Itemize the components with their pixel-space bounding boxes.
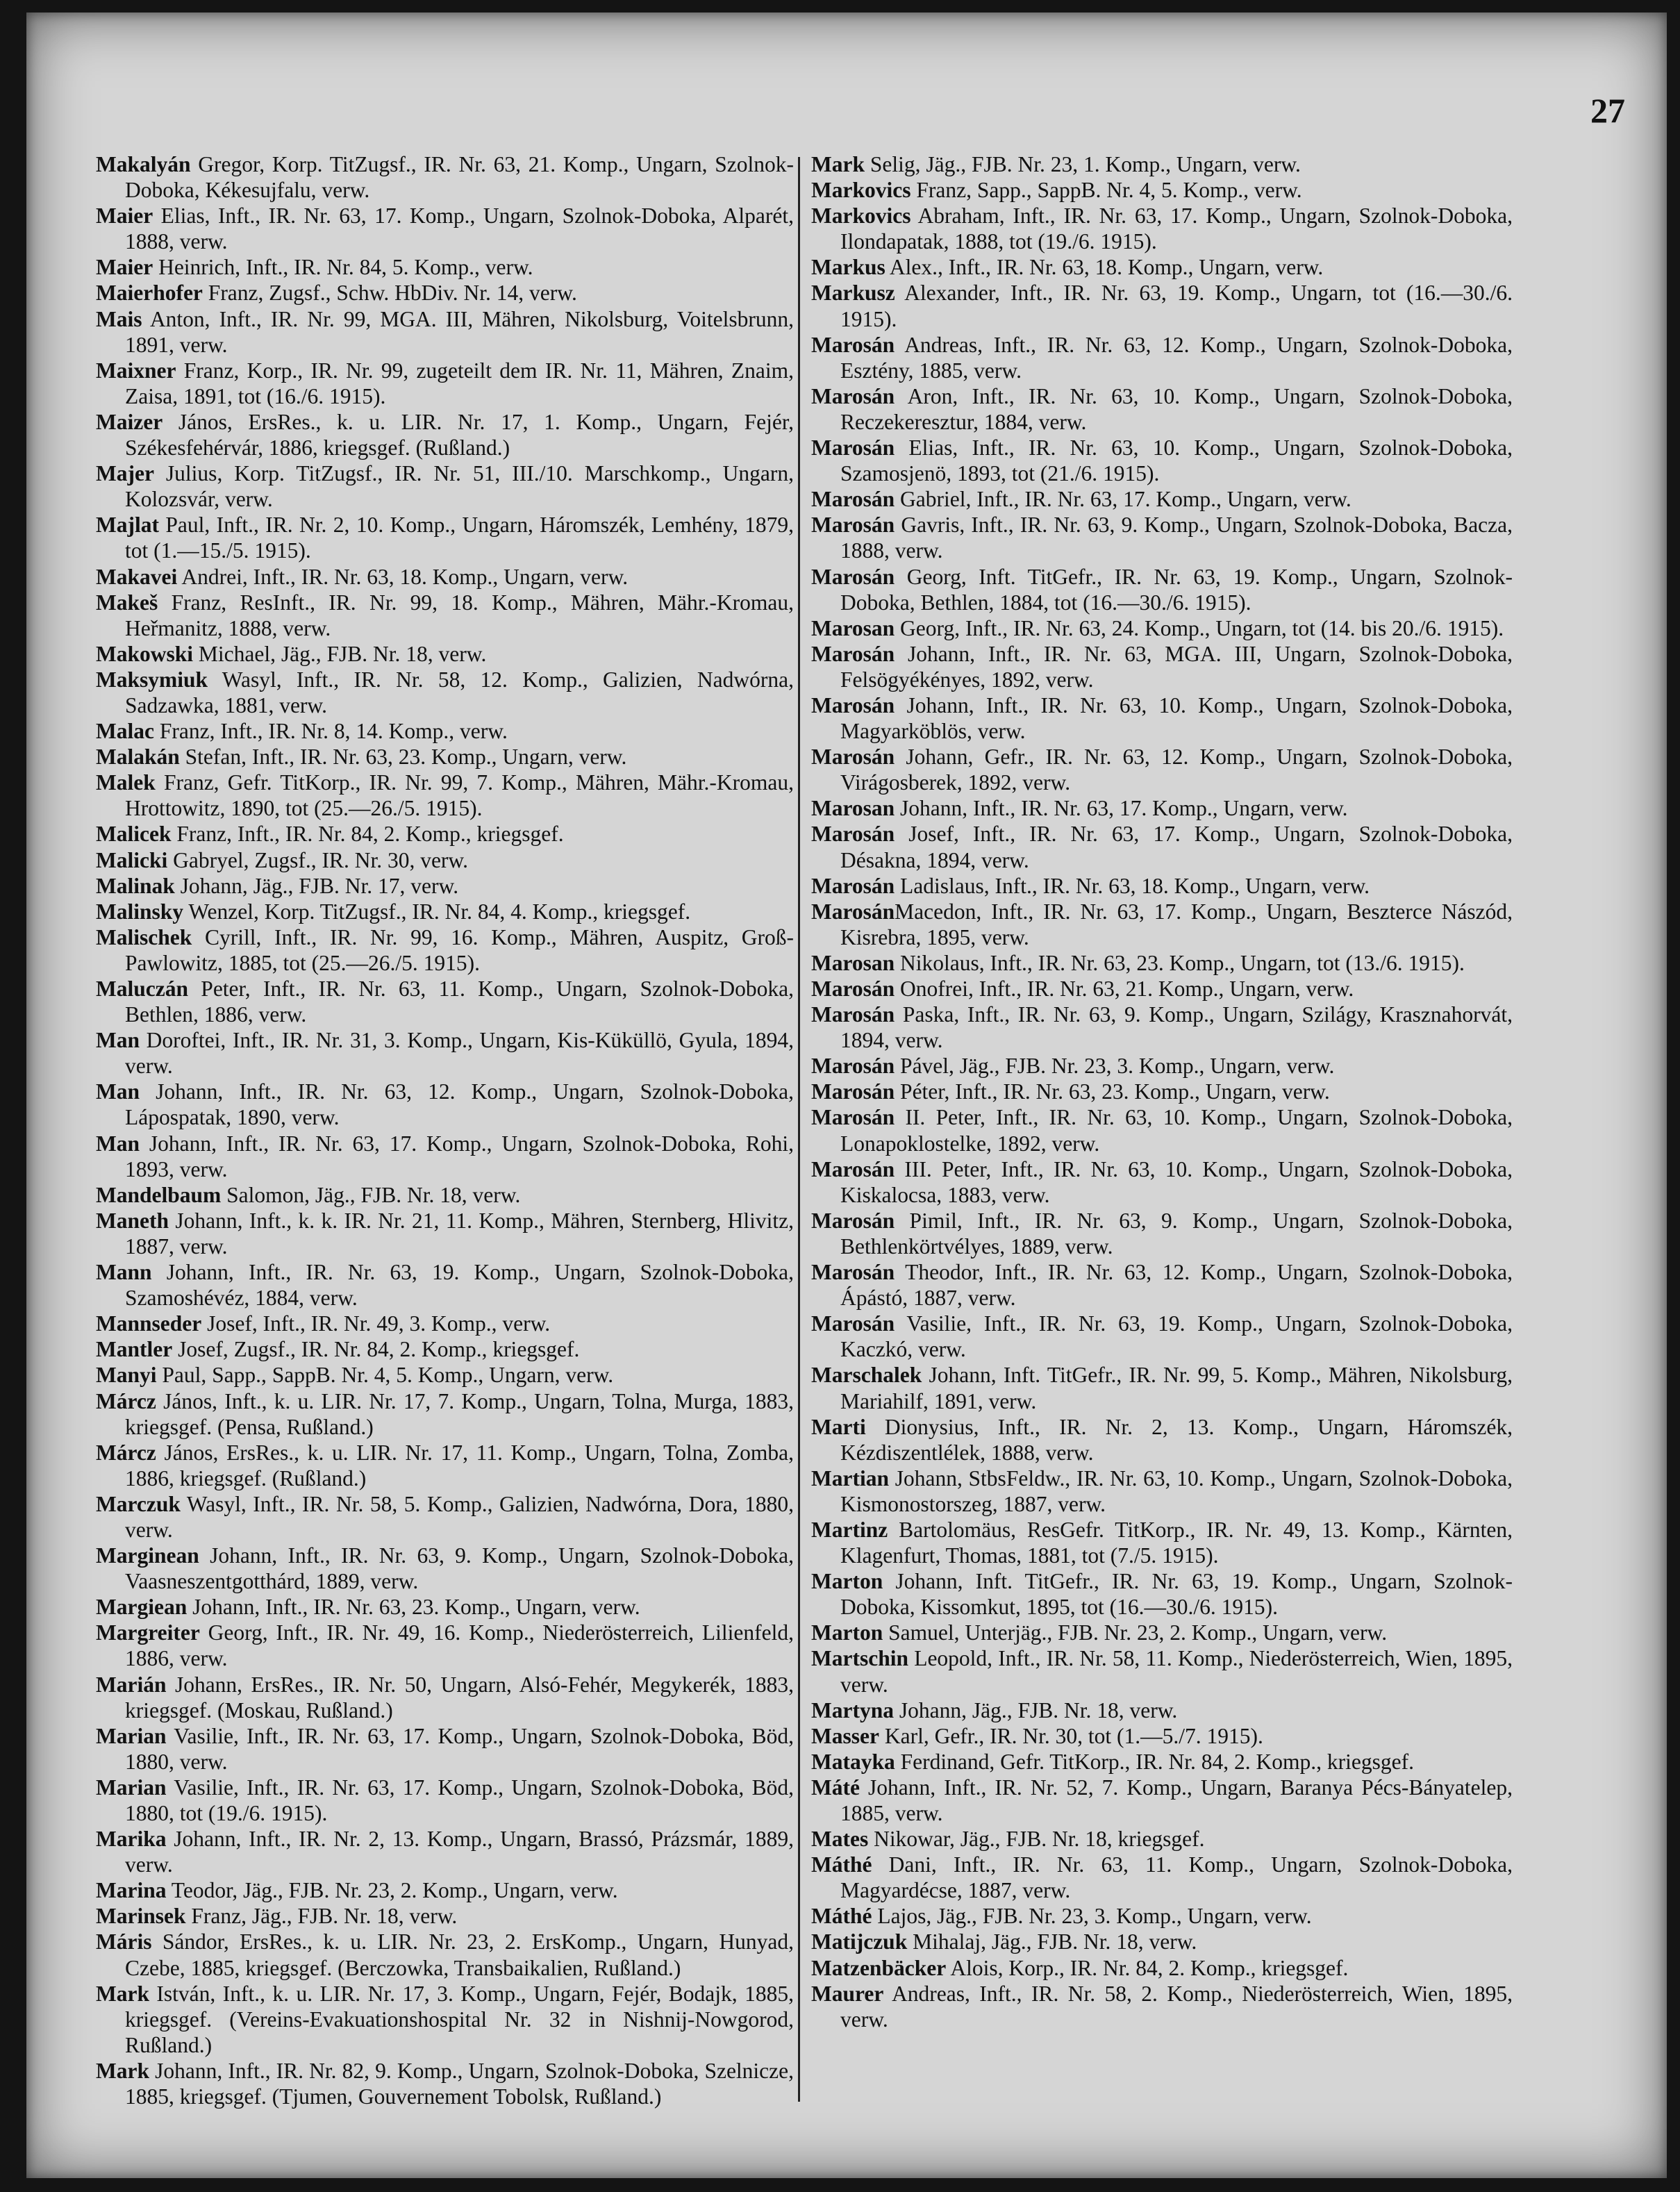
entry-details: Johann, Inft., IR. Nr. 63, MGA. III, Ungarn, Szolnok-Doboka, Felsögyékényes, 1892, verw.: [840, 641, 1513, 692]
register-entry: [96, 976, 794, 1027]
entry-surname: Maluczán: [96, 977, 188, 1001]
register-entry: [96, 409, 794, 460]
entry-details: Georg, Inft. TitGefr., IR. Nr. 63, 19. Komp., Ungarn, Szolnok-Doboka, Bethlen, 1884, tot (16.—30./6. 1915).: [840, 564, 1513, 615]
entry-surname: Marton: [811, 1569, 883, 1594]
entry-details: Johann, Inft., IR. Nr. 63, 19. Komp., Ungarn, Szolnok-Doboka, Szamoshévéz, 1884, verw.: [125, 1260, 794, 1311]
right-column: [811, 151, 1513, 2032]
entry-surname: Matzenbäcker: [811, 1955, 947, 1980]
entry-surname: Marosán: [811, 1079, 895, 1104]
entry-details: János, Inft., k. u. LIR. Nr. 17, 7. Komp., Ungarn, Tolna, Murga, 1883, kriegsgef. (Pensa, Rußland.): [125, 1388, 794, 1439]
entry-details: II. Peter, Inft., IR. Nr. 63, 10. Komp., Ungarn, Szolnok-Doboka, Lonapoklostelke, 1892, verw.: [840, 1105, 1513, 1156]
entry-surname: Marczuk: [96, 1491, 181, 1516]
entry-surname: Marosán: [811, 873, 895, 898]
entry-surname: Man: [96, 1131, 140, 1156]
register-entry: [811, 280, 1513, 331]
entry-details: Franz, ResInft., IR. Nr. 99, 18. Komp., Mähren, Mähr.-Kromau, Heřmanitz, 1888, verw.: [125, 590, 794, 640]
entry-surname: Makalyán: [96, 152, 191, 176]
register-entry: [96, 1543, 794, 1594]
entry-details: Wasyl, Inft., IR. Nr. 58, 5. Komp., Galizien, Nadwórna, Dora, 1880, verw.: [125, 1491, 794, 1542]
entry-surname: Malek: [96, 770, 156, 795]
entry-surname: Marosán: [811, 435, 895, 460]
entry-surname: Mark: [96, 1981, 149, 2006]
register-entry: [811, 976, 1513, 1002]
entry-surname: Makeš: [96, 590, 158, 615]
register-entry: [96, 1981, 794, 2058]
entry-details: Macedon, Inft., IR. Nr. 63, 17. Komp., Ungarn, Beszterce Nászód, Kisrebra, 1895, verw.: [840, 899, 1513, 949]
entry-surname: Majer: [96, 461, 154, 486]
register-entry: [811, 950, 1513, 976]
left-column: [96, 151, 794, 2109]
entry-surname: Marinsek: [96, 1904, 186, 1929]
register-entry: [811, 1903, 1513, 1929]
entry-surname: Marian: [96, 1775, 167, 1800]
register-entry: [811, 1620, 1513, 1645]
entry-surname: Marosán: [811, 1054, 895, 1079]
register-entry: [96, 873, 794, 899]
register-entry: [811, 821, 1513, 872]
entry-details: Franz, Sapp., SappB. Nr. 4, 5. Komp., verw.: [910, 178, 1302, 203]
register-entry: [811, 1955, 1513, 1981]
entry-details: János, ErsRes., k. u. LIR. Nr. 17, 1. Komp., Ungarn, Fejér, Székesfehérvár, 1886, kriegsgef. (Rußland.): [125, 409, 794, 460]
entry-details: Johann, StbsFeldw., IR. Nr. 63, 10. Komp., Ungarn, Szolnok-Doboka, Kismonostorszeg, 1887, verw.: [840, 1466, 1513, 1516]
entry-details: Gavris, Inft., IR. Nr. 63, 9. Komp., Ungarn, Szolnok-Doboka, Bacza, 1888, verw.: [840, 513, 1513, 563]
entry-surname: Margiean: [96, 1595, 188, 1620]
entry-details: Georg, Inft., IR. Nr. 63, 24. Komp., Ungarn, tot (14. bis 20./6. 1915).: [895, 615, 1504, 640]
entry-details: Johann, Inft. TitGefr., IR. Nr. 63, 19. Komp., Ungarn, Szolnok-Doboka, Kissomkut, 1895, tot (16.—30./6. 1915).: [840, 1569, 1513, 1620]
entry-surname: Marosán: [811, 1156, 895, 1181]
entry-surname: Marosán: [811, 745, 895, 770]
register-entry: [96, 1672, 794, 1723]
entry-details: Franz, Zugsf., Schw. HbDiv. Nr. 14, verw.: [202, 281, 577, 306]
entry-surname: Marosán: [811, 822, 895, 847]
register-entry: [811, 1775, 1513, 1826]
entry-details: Cyrill, Inft., IR. Nr. 99, 16. Komp., Mähren, Auspitz, Groß-Pawlowitz, 1885, tot (25.—26./5. 1915).: [125, 924, 794, 975]
entry-details: Mihalaj, Jäg., FJB. Nr. 18, verw.: [907, 1929, 1197, 1954]
entry-details: Andreas, Inft., IR. Nr. 58, 2. Komp., Niederösterreich, Wien, 1895, verw.: [840, 1981, 1513, 2032]
register-entry: [811, 177, 1513, 203]
register-entry: [811, 795, 1513, 821]
entry-surname: Maksymiuk: [96, 667, 208, 692]
entry-details: Gabryel, Zugsf., IR. Nr. 30, verw.: [167, 847, 468, 872]
entry-details: Theodor, Inft., IR. Nr. 63, 12. Komp., Ungarn, Szolnok-Doboka, Ápástó, 1887, verw.: [840, 1260, 1513, 1311]
entry-details: Karl, Gefr., IR. Nr. 30, tot (1.—5./7. 1915).: [879, 1723, 1263, 1748]
register-entry: [811, 1208, 1513, 1259]
entry-details: Franz, Inft., IR. Nr. 8, 14. Komp., verw.: [153, 719, 508, 744]
entry-details: Gabriel, Inft., IR. Nr. 63, 17. Komp., Ungarn, verw.: [895, 487, 1352, 512]
register-entry: [811, 1414, 1513, 1466]
entry-surname: Maurer: [811, 1981, 884, 2006]
register-entry: [96, 1723, 794, 1775]
entry-details: Franz, Gefr. TitKorp., IR. Nr. 99, 7. Komp., Mähren, Mähr.-Kromau, Hrottowitz, 1890, tot (25.—26./5. 1915).: [125, 770, 794, 821]
entry-details: Michael, Jäg., FJB. Nr. 18, verw.: [193, 641, 487, 666]
register-entry: [811, 512, 1513, 563]
entry-details: Johann, Inft., IR. Nr. 52, 7. Komp., Ungarn, Baranya Pécs-Bányatelep, 1885, verw.: [840, 1775, 1513, 1825]
entry-details: Selig, Jäg., FJB. Nr. 23, 1. Komp., Ungarn, verw.: [864, 152, 1301, 176]
register-entry: [96, 460, 794, 512]
entry-details: Johann, Inft., IR. Nr. 63, 23. Komp., Ungarn, verw.: [187, 1595, 640, 1620]
entry-details: Bartolomäus, ResGefr. TitKorp., IR. Nr. 49, 13. Komp., Kärnten, Klagenfurt, Thomas, 1881, tot (7./5. 1915).: [840, 1517, 1513, 1568]
entry-surname: Malinsky: [96, 899, 184, 924]
entry-surname: Markus: [811, 255, 885, 280]
entry-details: Josef, Inft., IR. Nr. 63, 17. Komp., Ungarn, Szolnok-Doboka, Désakna, 1894, verw.: [840, 822, 1513, 872]
entry-details: Alois, Korp., IR. Nr. 84, 2. Komp., kriegsgef.: [946, 1955, 1349, 1980]
column-divider: [798, 157, 800, 2102]
entry-details: Dionysius, Inft., IR. Nr. 2, 13. Komp., Ungarn, Háromszék, Kézdiszentlélek, 1888, verw.: [840, 1414, 1513, 1465]
register-entry: [96, 564, 794, 590]
entry-surname: Mann: [96, 1260, 152, 1285]
entry-details: Sándor, ErsRes., k. u. LIR. Nr. 23, 2. ErsKomp., Ungarn, Hunyad, Czebe, 1885, kriegsgef. (Berczowka, Transbaikalien, Rußland.): [125, 1929, 794, 1980]
entry-surname: Malicki: [96, 847, 168, 872]
entry-details: Josef, Zugsf., IR. Nr. 84, 2. Komp., kriegsgef.: [172, 1337, 580, 1362]
entry-surname: Man: [96, 1079, 140, 1104]
entry-surname: Marschalek: [811, 1363, 922, 1388]
entry-surname: Martinz: [811, 1517, 888, 1542]
entry-details: Johann, Jäg., FJB. Nr. 18, verw.: [893, 1697, 1178, 1722]
register-entry: [811, 435, 1513, 486]
entry-details: Julius, Korp. TitZugsf., IR. Nr. 51, III./10. Marschkomp., Ungarn, Kolozsvár, verw.: [125, 461, 794, 512]
register-entry: [811, 1697, 1513, 1723]
register-entry: [96, 667, 794, 718]
entry-surname: Marosan: [811, 950, 895, 975]
entry-surname: Marosán: [811, 1260, 895, 1285]
register-entry: [96, 1027, 794, 1079]
register-entry: [96, 1491, 794, 1543]
entry-details: Georg, Inft., IR. Nr. 49, 16. Komp., Niederösterreich, Lilienfeld, 1886, verw.: [125, 1620, 794, 1671]
entry-surname: Makavei: [96, 564, 178, 589]
entry-surname: Marosán: [811, 383, 895, 408]
entry-details: Pável, Jäg., FJB. Nr. 23, 3. Komp., Ungarn, verw.: [895, 1054, 1335, 1079]
entry-surname: Marosán: [811, 1311, 895, 1336]
entry-surname: Majlat: [96, 513, 159, 538]
entry-surname: Martian: [811, 1466, 889, 1491]
register-entry: [96, 821, 794, 847]
entry-details: Johann, Inft., IR. Nr. 63, 10. Komp., Ungarn, Szolnok-Doboka, Magyarköblös, verw.: [840, 692, 1513, 744]
entry-surname: Malinak: [96, 873, 175, 898]
entry-details: Andreas, Inft., IR. Nr. 63, 12. Komp., Ungarn, Szolnok-Doboka, Esztény, 1885, verw.: [840, 332, 1513, 383]
entry-details: Franz, Jäg., FJB. Nr. 18, verw.: [185, 1904, 458, 1929]
entry-surname: Márcz: [96, 1440, 156, 1465]
document-page: [26, 13, 1667, 2178]
register-entry: [96, 924, 794, 976]
entry-surname: Malakán: [96, 745, 180, 770]
register-entry: [811, 1079, 1513, 1104]
register-entry: [811, 1929, 1513, 1954]
entry-details: Heinrich, Inft., IR. Nr. 84, 5. Komp., verw.: [153, 255, 533, 280]
entry-details: Ladislaus, Inft., IR. Nr. 63, 18. Komp., Ungarn, verw.: [895, 873, 1370, 898]
register-entry: [811, 692, 1513, 744]
entry-surname: Marosán: [811, 513, 895, 538]
entry-details: Peter, Inft., IR. Nr. 63, 11. Komp., Ungarn, Szolnok-Doboka, Bethlen, 1886, verw.: [125, 977, 794, 1027]
register-entry: [811, 1156, 1513, 1208]
register-entry: [811, 1645, 1513, 1697]
register-entry: [96, 718, 794, 744]
entry-surname: Marosán: [811, 1105, 895, 1130]
entry-details: Johann, Jäg., FJB. Nr. 17, verw.: [174, 873, 459, 898]
entry-surname: Maixner: [96, 358, 176, 383]
register-entry: [96, 1208, 794, 1259]
register-entry: [96, 744, 794, 770]
entry-surname: Marosán: [811, 564, 895, 589]
entry-details: Johann, Gefr., IR. Nr. 63, 12. Komp., Ungarn, Szolnok-Doboka, Virágosberek, 1892, verw.: [840, 745, 1513, 795]
entry-surname: Martyna: [811, 1697, 894, 1722]
register-entry: [811, 1852, 1513, 1903]
entry-details: Pimil, Inft., IR. Nr. 63, 9. Komp., Ungarn, Szolnok-Doboka, Bethlenkörtvélyes, 1889, verw.: [840, 1208, 1513, 1259]
register-entry: [96, 1826, 794, 1877]
entry-surname: Marosán: [811, 1002, 895, 1027]
entry-surname: Maier: [96, 204, 153, 229]
entry-details: Johann, Inft., k. k. IR. Nr. 21, 11. Komp., Mähren, Sternberg, Hlivitz, 1887, verw.: [125, 1208, 794, 1259]
entry-details: Samuel, Unterjäg., FJB. Nr. 23, 2. Komp., Ungarn, verw.: [883, 1620, 1388, 1645]
register-entry: [96, 1594, 794, 1620]
entry-details: Teodor, Jäg., FJB. Nr. 23, 2. Komp., Ungarn, verw.: [166, 1878, 618, 1903]
entry-surname: Marosán: [811, 487, 895, 512]
entry-details: Vasilie, Inft., IR. Nr. 63, 17. Komp., Ungarn, Szolnok-Doboka, Böd, 1880, tot (19./6. 1915).: [125, 1775, 794, 1825]
entry-details: István, Inft., k. u. LIR. Nr. 17, 3. Komp., Ungarn, Fejér, Bodajk, 1885, kriegsgef. (Vereins-Evakuationshospital Nr. 32 in Nishnij-Nowgorod, Rußland.): [125, 1981, 794, 2057]
entry-details: Franz, Korp., IR. Nr. 99, zugeteilt dem IR. Nr. 11, Mähren, Znaim, Zaisa, 1891, tot (16./6. 1915).: [125, 358, 794, 408]
entry-surname: Masser: [811, 1723, 879, 1748]
entry-surname: Marton: [811, 1620, 883, 1645]
entry-surname: Malac: [96, 719, 154, 744]
entry-details: Johann, Inft., IR. Nr. 63, 17. Komp., Ungarn, verw.: [895, 796, 1348, 821]
entry-surname: Mark: [96, 2058, 149, 2083]
register-entry: [811, 1517, 1513, 1568]
register-entry: [96, 1311, 794, 1336]
register-entry: [811, 1466, 1513, 1517]
entry-details: Elias, Inft., IR. Nr. 63, 10. Komp., Ungarn, Szolnok-Doboka, Szamosjenö, 1893, tot (21./6. 1915).: [840, 435, 1513, 486]
register-entry: [96, 203, 794, 254]
entry-details: Johann, Inft., IR. Nr. 63, 9. Komp., Ungarn, Szolnok-Doboka, Vaasneszentgotthárd, 1889, verw.: [125, 1543, 794, 1594]
entry-details: Salomon, Jäg., FJB. Nr. 18, verw.: [221, 1182, 521, 1207]
entry-surname: Matijczuk: [811, 1929, 908, 1954]
entry-details: Franz, Inft., IR. Nr. 84, 2. Komp., kriegsgef.: [171, 822, 564, 847]
entry-details: Johann, Inft., IR. Nr. 2, 13. Komp., Ungarn, Brassó, Prázsmár, 1889, verw.: [125, 1827, 794, 1877]
register-entry: [96, 1775, 794, 1826]
register-entry: [811, 1826, 1513, 1852]
entry-surname: Maizer: [96, 409, 163, 434]
entry-details: Paul, Sapp., SappB. Nr. 4, 5. Komp., Ungarn, verw.: [156, 1363, 614, 1388]
register-entry: [811, 203, 1513, 254]
register-entry: [811, 1723, 1513, 1749]
entry-surname: Marosán: [811, 641, 895, 666]
register-entry: [96, 512, 794, 563]
register-entry: [811, 1104, 1513, 1156]
entry-details: Gregor, Korp. TitZugsf., IR. Nr. 63, 21. Komp., Ungarn, Szolnok-Doboka, Kékesujfalu, verw.: [125, 152, 794, 203]
entry-details: Anton, Inft., IR. Nr. 99, MGA. III, Mähren, Nikolsburg, Voitelsbrunn, 1891, verw.: [125, 306, 794, 357]
entry-surname: Máthé: [811, 1904, 872, 1929]
register-entry: [96, 1929, 794, 1980]
entry-surname: Marosán: [811, 899, 895, 924]
entry-details: Aron, Inft., IR. Nr. 63, 10. Komp., Ungarn, Szolnok-Doboka, Reczekeresztur, 1884, verw.: [840, 383, 1513, 434]
entry-details: Paul, Inft., IR. Nr. 2, 10. Komp., Ungarn, Háromszék, Lemhény, 1879, tot (1.—15./5. 1915).: [125, 513, 794, 563]
entry-surname: Malischek: [96, 924, 192, 949]
register-entry: [96, 899, 794, 924]
register-entry: [811, 151, 1513, 177]
entry-details: Alex., Inft., IR. Nr. 63, 18. Komp., Ungarn, verw.: [885, 255, 1324, 280]
entry-surname: Maierhofer: [96, 281, 203, 306]
register-entry: [811, 1362, 1513, 1413]
register-entry: [96, 2058, 794, 2109]
register-entry: [811, 1002, 1513, 1053]
register-entry: [96, 770, 794, 821]
register-entry: [811, 383, 1513, 435]
entry-details: Nikowar, Jäg., FJB. Nr. 18, kriegsgef.: [868, 1827, 1205, 1852]
register-entry: [96, 1259, 794, 1311]
entry-details: Leopold, Inft., IR. Nr. 58, 11. Komp., Niederösterreich, Wien, 1895, verw.: [840, 1646, 1513, 1697]
entry-details: Johann, Inft., IR. Nr. 63, 12. Komp., Ungarn, Szolnok-Doboka, Lápospatak, 1890, verw.: [125, 1079, 794, 1130]
entry-surname: Marián: [96, 1672, 167, 1697]
register-entry: [96, 280, 794, 306]
entry-surname: Man: [96, 1028, 140, 1053]
register-entry: [811, 1259, 1513, 1311]
register-entry: [811, 899, 1513, 950]
entry-details: Johann, Inft. TitGefr., IR. Nr. 99, 5. Komp., Mähren, Nikolsburg, Mariahilf, 1891, verw.: [840, 1363, 1513, 1413]
entry-details: Péter, Inft., IR. Nr. 63, 23. Komp., Ungarn, verw.: [895, 1079, 1330, 1104]
entry-surname: Mannseder: [96, 1311, 202, 1336]
register-entry: [96, 151, 794, 203]
entry-details: Johann, Inft., IR. Nr. 63, 17. Komp., Ungarn, Szolnok-Doboka, Rohi, 1893, verw.: [125, 1131, 794, 1181]
entry-surname: Marosan: [811, 796, 895, 821]
entry-surname: Martschin: [811, 1646, 908, 1671]
register-entry: [96, 1362, 794, 1388]
entry-surname: Margreiter: [96, 1620, 200, 1645]
entry-details: Stefan, Inft., IR. Nr. 63, 23. Komp., Ungarn, verw.: [179, 745, 627, 770]
entry-surname: Marosán: [811, 692, 895, 717]
entry-surname: Mantler: [96, 1337, 173, 1362]
entry-surname: Máthé: [811, 1852, 872, 1877]
register-entry: [811, 873, 1513, 899]
register-entry: [811, 1749, 1513, 1775]
entry-details: Josef, Inft., IR. Nr. 49, 3. Komp., verw.: [201, 1311, 551, 1336]
register-entry: [811, 1311, 1513, 1362]
entry-details: Johann, Inft., IR. Nr. 82, 9. Komp., Ungarn, Szolnok-Doboka, Szelnicze, 1885, kriegsgef. (Tjumen, Gouvernement Tobolsk, Rußland.): [125, 2058, 794, 2109]
entry-surname: Maier: [96, 255, 153, 280]
register-entry: [811, 641, 1513, 692]
register-entry: [96, 641, 794, 667]
entry-details: Lajos, Jäg., FJB. Nr. 23, 3. Komp., Ungarn, verw.: [872, 1904, 1312, 1929]
entry-surname: Marti: [811, 1414, 866, 1439]
entry-surname: Mark: [811, 152, 865, 176]
entry-details: Elias, Inft., IR. Nr. 63, 17. Komp., Ungarn, Szolnok-Doboka, Alparét, 1888, verw.: [125, 204, 794, 254]
entry-details: Wenzel, Korp. TitZugsf., IR. Nr. 84, 4. Komp., kriegsgef.: [183, 899, 691, 924]
entry-surname: Mais: [96, 306, 142, 331]
entry-details: III. Peter, Inft., IR. Nr. 63, 10. Komp., Ungarn, Szolnok-Doboka, Kiskalocsa, 1883, verw.: [840, 1156, 1513, 1207]
entry-surname: Markovics: [811, 204, 911, 229]
entry-details: Vasilie, Inft., IR. Nr. 63, 17. Komp., Ungarn, Szolnok-Doboka, Böd, 1880, verw.: [125, 1723, 794, 1774]
register-entry: [811, 1568, 1513, 1620]
entry-surname: Mates: [811, 1827, 869, 1852]
page-number: 27: [1590, 91, 1625, 130]
register-entry: [96, 1877, 794, 1903]
register-entry: [811, 1981, 1513, 2032]
entry-surname: Maneth: [96, 1208, 169, 1233]
entry-surname: Marosán: [811, 1208, 895, 1233]
register-entry: [811, 615, 1513, 641]
register-entry: [96, 1903, 794, 1929]
entry-surname: Marina: [96, 1878, 167, 1903]
entry-details: Alexander, Inft., IR. Nr. 63, 19. Komp., Ungarn, tot (16.—30./6. 1915).: [840, 281, 1513, 331]
entry-surname: Marian: [96, 1723, 167, 1748]
entry-details: János, ErsRes., k. u. LIR. Nr. 17, 11. Komp., Ungarn, Tolna, Zomba, 1886, kriegsgef. (Rußland.): [125, 1440, 794, 1491]
register-entry: [96, 306, 794, 358]
entry-details: Vasilie, Inft., IR. Nr. 63, 19. Komp., Ungarn, Szolnok-Doboka, Kaczkó, verw.: [840, 1311, 1513, 1362]
register-entry: [811, 254, 1513, 280]
register-entry: [811, 744, 1513, 795]
entry-details: Doroftei, Inft., IR. Nr. 31, 3. Komp., Ungarn, Kis-Küküllö, Gyula, 1894, verw.: [125, 1028, 794, 1079]
register-entry: [96, 1388, 794, 1440]
register-entry: [811, 486, 1513, 512]
entry-surname: Marosán: [811, 977, 895, 1001]
entry-details: Paska, Inft., IR. Nr. 63, 9. Komp., Ungarn, Szilágy, Krasznahorvát, 1894, verw.: [840, 1002, 1513, 1053]
register-entry: [811, 1053, 1513, 1079]
entry-details: Andrei, Inft., IR. Nr. 63, 18. Komp., Ungarn, verw.: [177, 564, 629, 589]
entry-surname: Makowski: [96, 641, 194, 666]
register-entry: [96, 358, 794, 409]
entry-details: Onofrei, Inft., IR. Nr. 63, 21. Komp., Ungarn, verw.: [895, 977, 1354, 1001]
entry-details: Ferdinand, Gefr. TitKorp., IR. Nr. 84, 2. Komp., kriegsgef.: [895, 1749, 1414, 1774]
entry-surname: Marosan: [811, 615, 895, 640]
register-entry: [96, 1079, 794, 1130]
register-entry: [96, 1440, 794, 1491]
entry-surname: Máté: [811, 1775, 860, 1800]
entry-details: Nikolaus, Inft., IR. Nr. 63, 23. Komp., Ungarn, tot (13./6. 1915).: [895, 950, 1465, 975]
entry-surname: Matayka: [811, 1749, 895, 1774]
entry-surname: Máris: [96, 1929, 152, 1954]
entry-surname: Márcz: [96, 1388, 156, 1413]
entry-surname: Marosán: [811, 332, 895, 357]
register-entry: [96, 1131, 794, 1182]
entry-surname: Marika: [96, 1827, 167, 1852]
register-entry: [811, 332, 1513, 383]
entry-surname: Markovics: [811, 178, 911, 203]
entry-surname: Marginean: [96, 1543, 199, 1568]
entry-details: Wasyl, Inft., IR. Nr. 58, 12. Komp., Galizien, Nadwórna, Sadzawka, 1881, verw.: [125, 667, 794, 717]
register-entry: [96, 1336, 794, 1362]
entry-details: Dani, Inft., IR. Nr. 63, 11. Komp., Ungarn, Szolnok-Doboka, Magyardécse, 1887, verw.: [840, 1852, 1513, 1903]
entry-surname: Manyi: [96, 1363, 157, 1388]
register-entry: [811, 564, 1513, 615]
register-entry: [96, 847, 794, 873]
register-entry: [96, 1620, 794, 1671]
entry-details: Abraham, Inft., IR. Nr. 63, 17. Komp., Ungarn, Szolnok-Doboka, Ilondapatak, 1888, tot (19./6. 1915).: [840, 204, 1513, 254]
entry-details: Johann, ErsRes., IR. Nr. 50, Ungarn, Alsó-Fehér, Megykerék, 1883, kriegsgef. (Moskau, Rußland.): [125, 1672, 794, 1722]
register-entry: [96, 590, 794, 641]
register-entry: [96, 1182, 794, 1208]
register-entry: [96, 254, 794, 280]
entry-surname: Markusz: [811, 281, 895, 306]
entry-surname: Mandelbaum: [96, 1182, 222, 1207]
entry-surname: Malicek: [96, 822, 172, 847]
